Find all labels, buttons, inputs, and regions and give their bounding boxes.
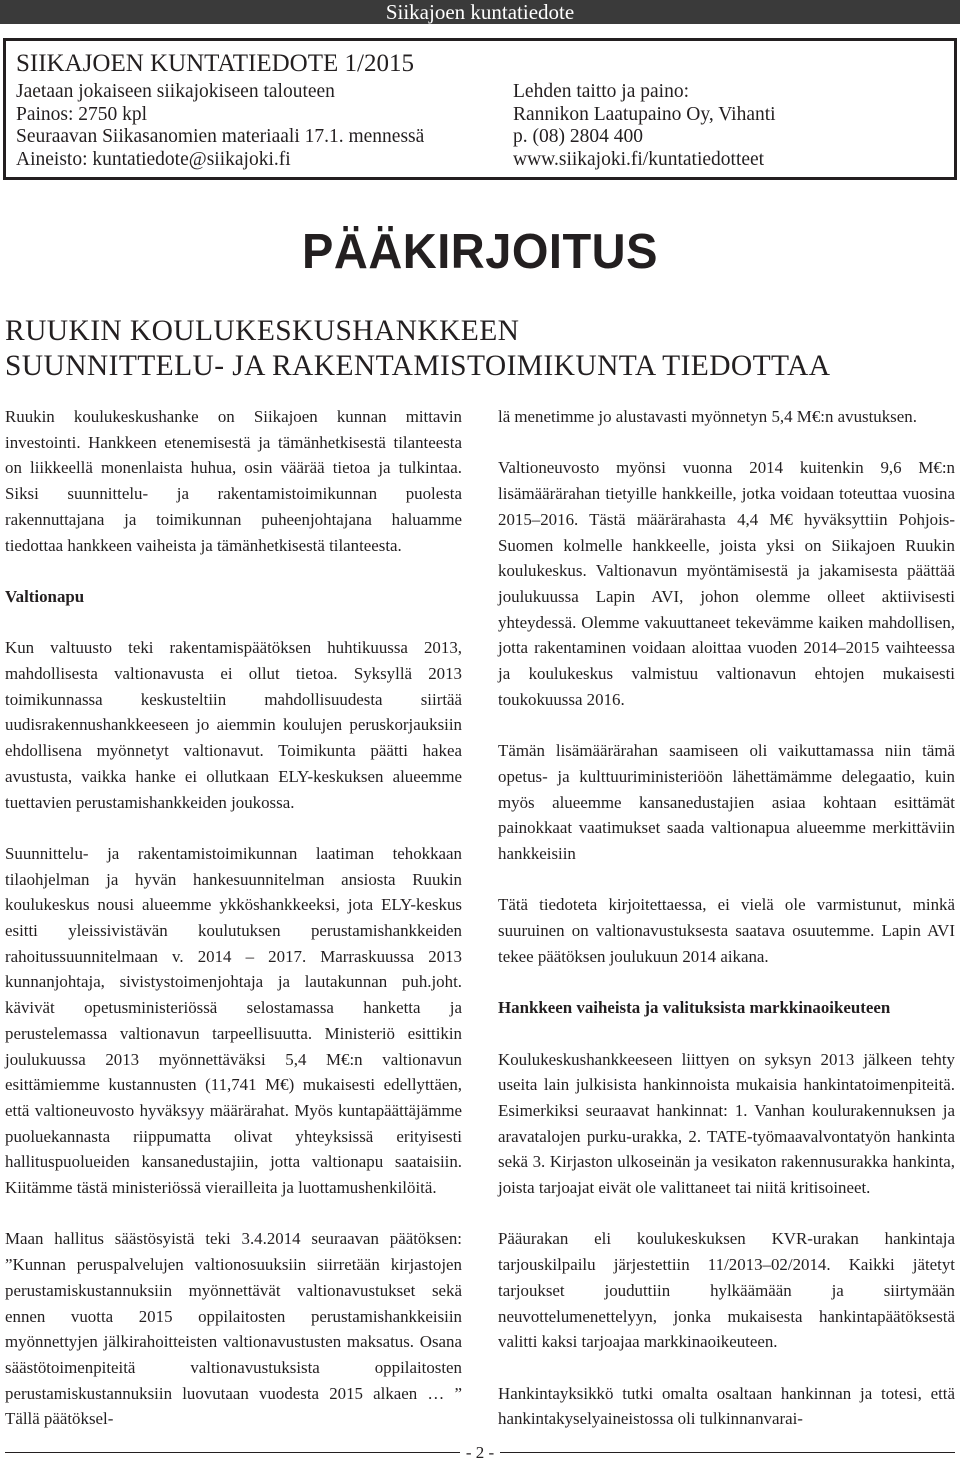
- info-line: Aineisto: kuntatiedote@siikajoki.fi: [16, 148, 291, 170]
- section-title: PÄÄKIRJOITUS: [302, 222, 658, 279]
- paragraph: Tätä tiedoteta kirjoitettaessa, ei vielä ole varmistunut, minkä suuruinen on valtionavustuksesta saatava osuutemme. Lapin AVI tekee päätöksen joulukuun 2014 aikana.: [498, 895, 955, 966]
- publication-info-box: [3, 38, 957, 180]
- info-line: Rannikon Laatupaino Oy, Vihanti: [513, 103, 776, 125]
- issue-title: SIIKAJOEN KUNTATIEDOTE 1/2015: [16, 50, 414, 77]
- distribution-info: [16, 81, 424, 171]
- paragraph: Kun valtuusto teki rakentamispäätöksen huhtikuussa 2013, mahdollisesta valtionavusta ei ollut tietoa. Syksyllä 2013 toimikunnassa keskusteltiin mahdollisuudesta siirtää uudisrakennushankkeeseen jo aiemmin koulujen peruskorjauksiin ehdollisena myönnetyt valtionavut. Toimikunta päätti hakea avustusta, vaikka hanke ei ollutkaan ELY-keskuksen alueemme tuettavien perustamishankkeiden joukossa.: [5, 638, 462, 812]
- paragraph: lä menetimme jo alustavasti myönnetyn 5,4 M€:n avustuksen.: [498, 407, 917, 426]
- subheading: Valtionapu: [5, 586, 85, 606]
- info-line: Seuraavan Siikasanomien materiaali 17.1. mennessä: [16, 126, 425, 148]
- paragraph: Hankintayksikkö tutki omalta osaltaan hankinnan ja totesi, että hankintakyselyaineistossa oli tulkinnanvarai-: [498, 1383, 955, 1429]
- paragraph: Maan hallitus säästösyistä teki 3.4.2014 seuraavan päätöksen: ”Kunnan peruspalvelujen valtionosuuksiin siirretään kirjastojen perustamiskustannuksiin myönnettävät valtionavustukset sekä ennen vuotta 2015 oppilaitosten perustamishankkeisiin myönnettyjen jälkirahoitteisten valtionavustusten maksatus. Osana säästötoimenpiteitä valtionavustuksista oppilaitosten perustamiskustannuksiin luovutaan vuodesta 2015 alkaen … ” Tällä päätöksel-: [5, 1229, 462, 1429]
- paragraph: Tämän lisämäärärahan saamiseen oli vaikuttamassa niin tämä opetus- ja kulttuuriministeriöön lähettämämme delegaatio, kuin myös alueemme kansanedustajien asiaa kohtaan esittämät painokkaat vaatimukset saada valtionapua alueemme merkittäviin hankkeisiin: [498, 741, 955, 863]
- printing-info: [513, 81, 776, 171]
- article-headline: [5, 314, 955, 384]
- paragraph: Valtioneuvosto myönsi vuonna 2014 kuitenkin 9,6 M€:n lisämäärärahan tietyille hankkeille, jotka voidaan toteuttaa vuosina 2015–2016. Tästä määrärahasta 4,4 M€ hyväksyttiin Pohjois-Suomen kolmelle hankkeelle, joista yksi on Siikajoen Ruukin koulukeskus. Valtionavun myöntämisestä ja jakamisesta päättää joulukuussa Lapin AVI, johon olemme olleet aktiivisesti yhteydessä. Olemme vakuuttaneet tekevämme kaiken mahdollisen, jotta rakentaminen voidaan aloittaa vuoden 2014–2015 vaihteessa ja koulukeskus valmistuu valtionavun ehtojen mukaisesti toukokuussa 2016.: [498, 458, 955, 709]
- right-column: [498, 404, 955, 1432]
- headline-line-2: SUUNNITTELU- JA RAKENTAMISTOIMIKUNTA TIEDOTTAA: [5, 350, 831, 382]
- website-link[interactable]: www.siikajoki.fi/kuntatiedotteet: [513, 148, 765, 170]
- paragraph: Ruukin koulukeskushanke on Siikajoen kunnan mittavin investointi. Hankkeen etenemisestä ja tämänhetkisestä tilanteesta on liikkeellä monenlaista huhua, osin väärää tietoa ja tulkintaa. Siksi suunnittelu- ja rakentamistoimikunnan puolesta rakennuttajana ja toimikunnan puheenjohtajana haluamme tiedottaa hankkeen vaiheista ja tämänhetkisestä tilanteesta.: [5, 407, 462, 555]
- header-bar: [0, 0, 960, 24]
- info-line: Lehden taitto ja paino:: [513, 81, 689, 102]
- page-number: [0, 1442, 960, 1464]
- subheading: Hankkeen vaiheista ja valituksista markkinaoikeuteen: [498, 998, 891, 1018]
- page-number-text: - 2 -: [460, 1443, 500, 1462]
- info-line: Painos: 2750 kpl: [16, 103, 148, 125]
- paragraph: Pääurakan eli koulukeskuksen KVR-urakan hankintaja tarjouskilpailu järjestettiin 11/2013–02/2014. Kaikki jätetyt tarjoukset jouduttiin hylkäämään ja siirtymään neuvottelumenettelyyn, jonka mukaisesta hankintapäätöksestä valitti kaksi tarjoajaa markkinaoikeuteen.: [498, 1229, 955, 1352]
- publication-name: Siikajoen kuntatiedote: [385, 0, 575, 24]
- info-line: Jaetaan jokaiseen siikajokiseen talouteen: [16, 81, 335, 102]
- paragraph: Suunnittelu- ja rakentamistoimikunnan laatiman tehokkaan tilaohjelman ja hyvän hankesuunnitelman ansiosta Ruukin koulukeskus nousi alueemme ykköshankkeeksi, jota ELY-keskus esitti yleissivistävän koulutuksen perustamishankkeiden rahoitussuunnitelmaan v. 2014 – 2017. Marraskuussa 2013 kunnanjohtaja, sivistystoimenjohtaja ja lautakunnan puh.joht. kävivät opetusministeriössä selostamassa hanketta ja perustelemassa valtionavun tarpeellisuutta. Ministeriö esittikin joulukuussa 2013 myönnettäväksi 5,4 M€:n valtionavun esittämiemme kustannusten (11,741 M€) mukaisesti edellyttäen, että valtioneuvosto hyväksyy määrärahat. Myös kuntapäättäjämme puoluekannasta riippumatta olivat yhteyksissä erityisesti hallituspuolueiden kansanedustajiin, jotta valtionapu saataisiin. Kiitämme tästä ministeriössä vierailleita ja luottamushenkilöitä.: [5, 843, 462, 1198]
- headline-line-1: RUUKIN KOULUKESKUSHANKKEEN: [5, 315, 520, 347]
- info-line: p. (08) 2804 400: [513, 126, 643, 148]
- left-column: [5, 404, 462, 1432]
- paragraph: Koulukeskushankkeeseen liittyen on syksyn 2013 jälkeen tehty useita lain julkisista hankinnoista mukaisia hankintatoimenpiteitä. Esimerkiksi seuraavat hankinnat: 1. Vanhan koulurakennuksen ja aravatalojen purku-urakka, 2. TATE-työmaavalvontatyön hankinta sekä 3. Kirjaston ulkoseinän ja vesikaton rakennusurakka hankinta, joista tarjoajat eivät ole valittaneet tai niitä kritisoineet.: [498, 1049, 955, 1198]
